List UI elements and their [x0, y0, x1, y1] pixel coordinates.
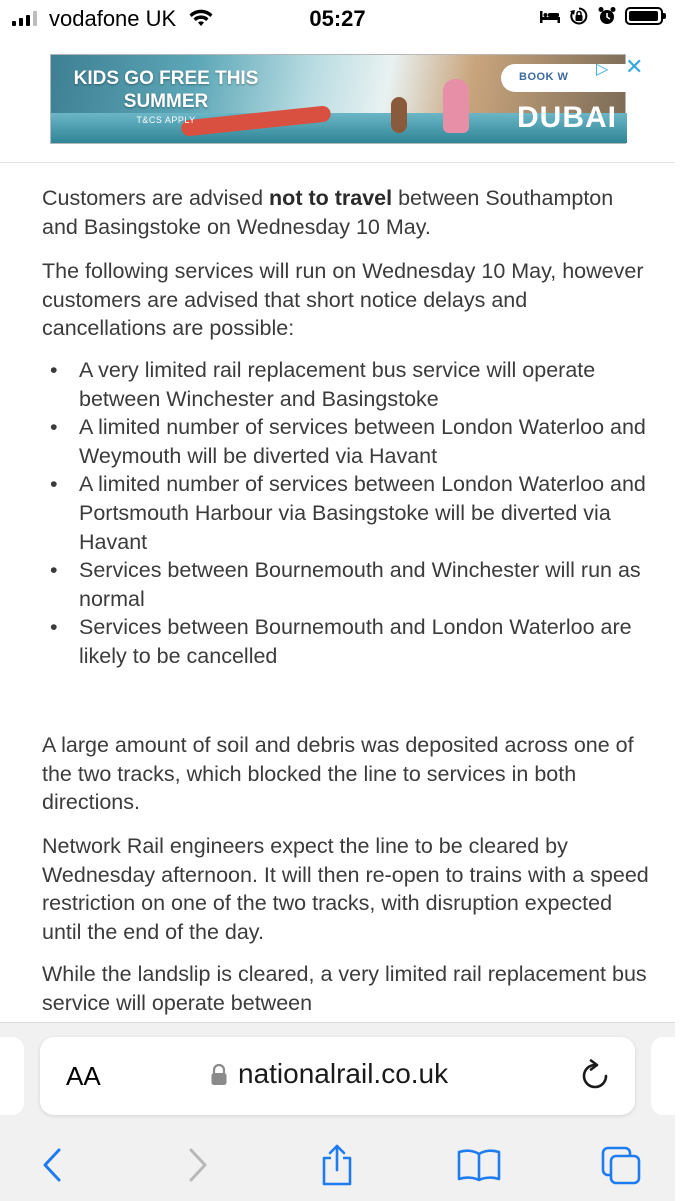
ad-brand-logo: DUBAI [517, 101, 617, 134]
reader-options-button[interactable]: AA [66, 1061, 101, 1091]
paragraph: A large amount of soil and debris was deposited across one of the two tracks, which blocked the line to services in both directions. [42, 733, 634, 815]
book-icon [456, 1147, 502, 1183]
alarm-icon [597, 6, 617, 26]
ad-choices-icon[interactable]: ▷ [596, 61, 609, 78]
paragraph: Customers are advised not to travel between Southampton and Basingstoke on Wednesday 10 May. [42, 186, 614, 239]
clock: 05:27 [309, 6, 366, 31]
back-button[interactable] [27, 1143, 77, 1187]
ad-close-icon[interactable]: ✕ [625, 54, 644, 79]
reload-icon[interactable] [580, 1059, 610, 1093]
services-list [42, 356, 652, 671]
ad-child-figure [443, 79, 469, 133]
ad-book-button[interactable]: BOOK W [501, 64, 627, 92]
next-tab-preview[interactable] [651, 1037, 691, 1115]
share-button[interactable] [312, 1143, 362, 1187]
tabs-button[interactable] [596, 1143, 646, 1187]
address-bar[interactable] [40, 1037, 635, 1115]
ad-child-figure [391, 97, 407, 133]
ad-headline: KIDS GO FREE THIS SUMMER [73, 68, 259, 112]
battery-icon [625, 7, 663, 25]
chevron-right-icon [187, 1147, 209, 1183]
carrier-name: vodafone UK [49, 6, 177, 31]
paragraph: The following services will run on Wednesday 10 May, however customers are advised that short notice delays and cancellations are possible: [42, 259, 644, 341]
list-item: • A limited number of services between London Waterloo and Weymouth will be diverted via Havant [42, 413, 652, 470]
orientation-lock-icon [569, 6, 589, 26]
browser-bottom-bar [0, 1022, 675, 1201]
url-text[interactable]: nationalrail.co.uk [238, 1058, 449, 1089]
bookmarks-button[interactable] [454, 1143, 504, 1187]
ad-banner[interactable] [50, 54, 644, 144]
chevron-left-icon [41, 1147, 63, 1183]
previous-tab-preview[interactable] [0, 1037, 24, 1115]
list-item: • Services between Bournemouth and Winchester will run as normal [42, 556, 652, 613]
ad-terms: T&CS APPLY [136, 115, 196, 125]
divider [0, 162, 675, 163]
share-icon [319, 1143, 355, 1187]
status-bar [0, 0, 675, 40]
list-item: • A limited number of services between London Waterloo and Portsmouth Harbour via Basingstoke will be diverted via Havant [42, 470, 652, 556]
lock-icon [210, 1063, 228, 1087]
list-item: • Services between Bournemouth and London Waterloo are likely to be cancelled [42, 613, 652, 670]
browser-toolbar [0, 1135, 675, 1195]
paragraph: While the landslip is cleared, a very limited rail replacement bus service will operate between [42, 962, 647, 1015]
status-indicators [539, 6, 663, 26]
bed-icon [539, 8, 561, 24]
tabs-icon [600, 1145, 642, 1185]
forward-button[interactable] [173, 1143, 223, 1187]
list-item: • A very limited rail replacement bus service will operate between Winchester and Basingstoke [42, 356, 652, 413]
paragraph: Network Rail engineers expect the line to be cleared by Wednesday afternoon. It will then re-open to trains with a speed restriction on one of the two tracks, with disruption expected until the end of the day. [42, 834, 649, 944]
